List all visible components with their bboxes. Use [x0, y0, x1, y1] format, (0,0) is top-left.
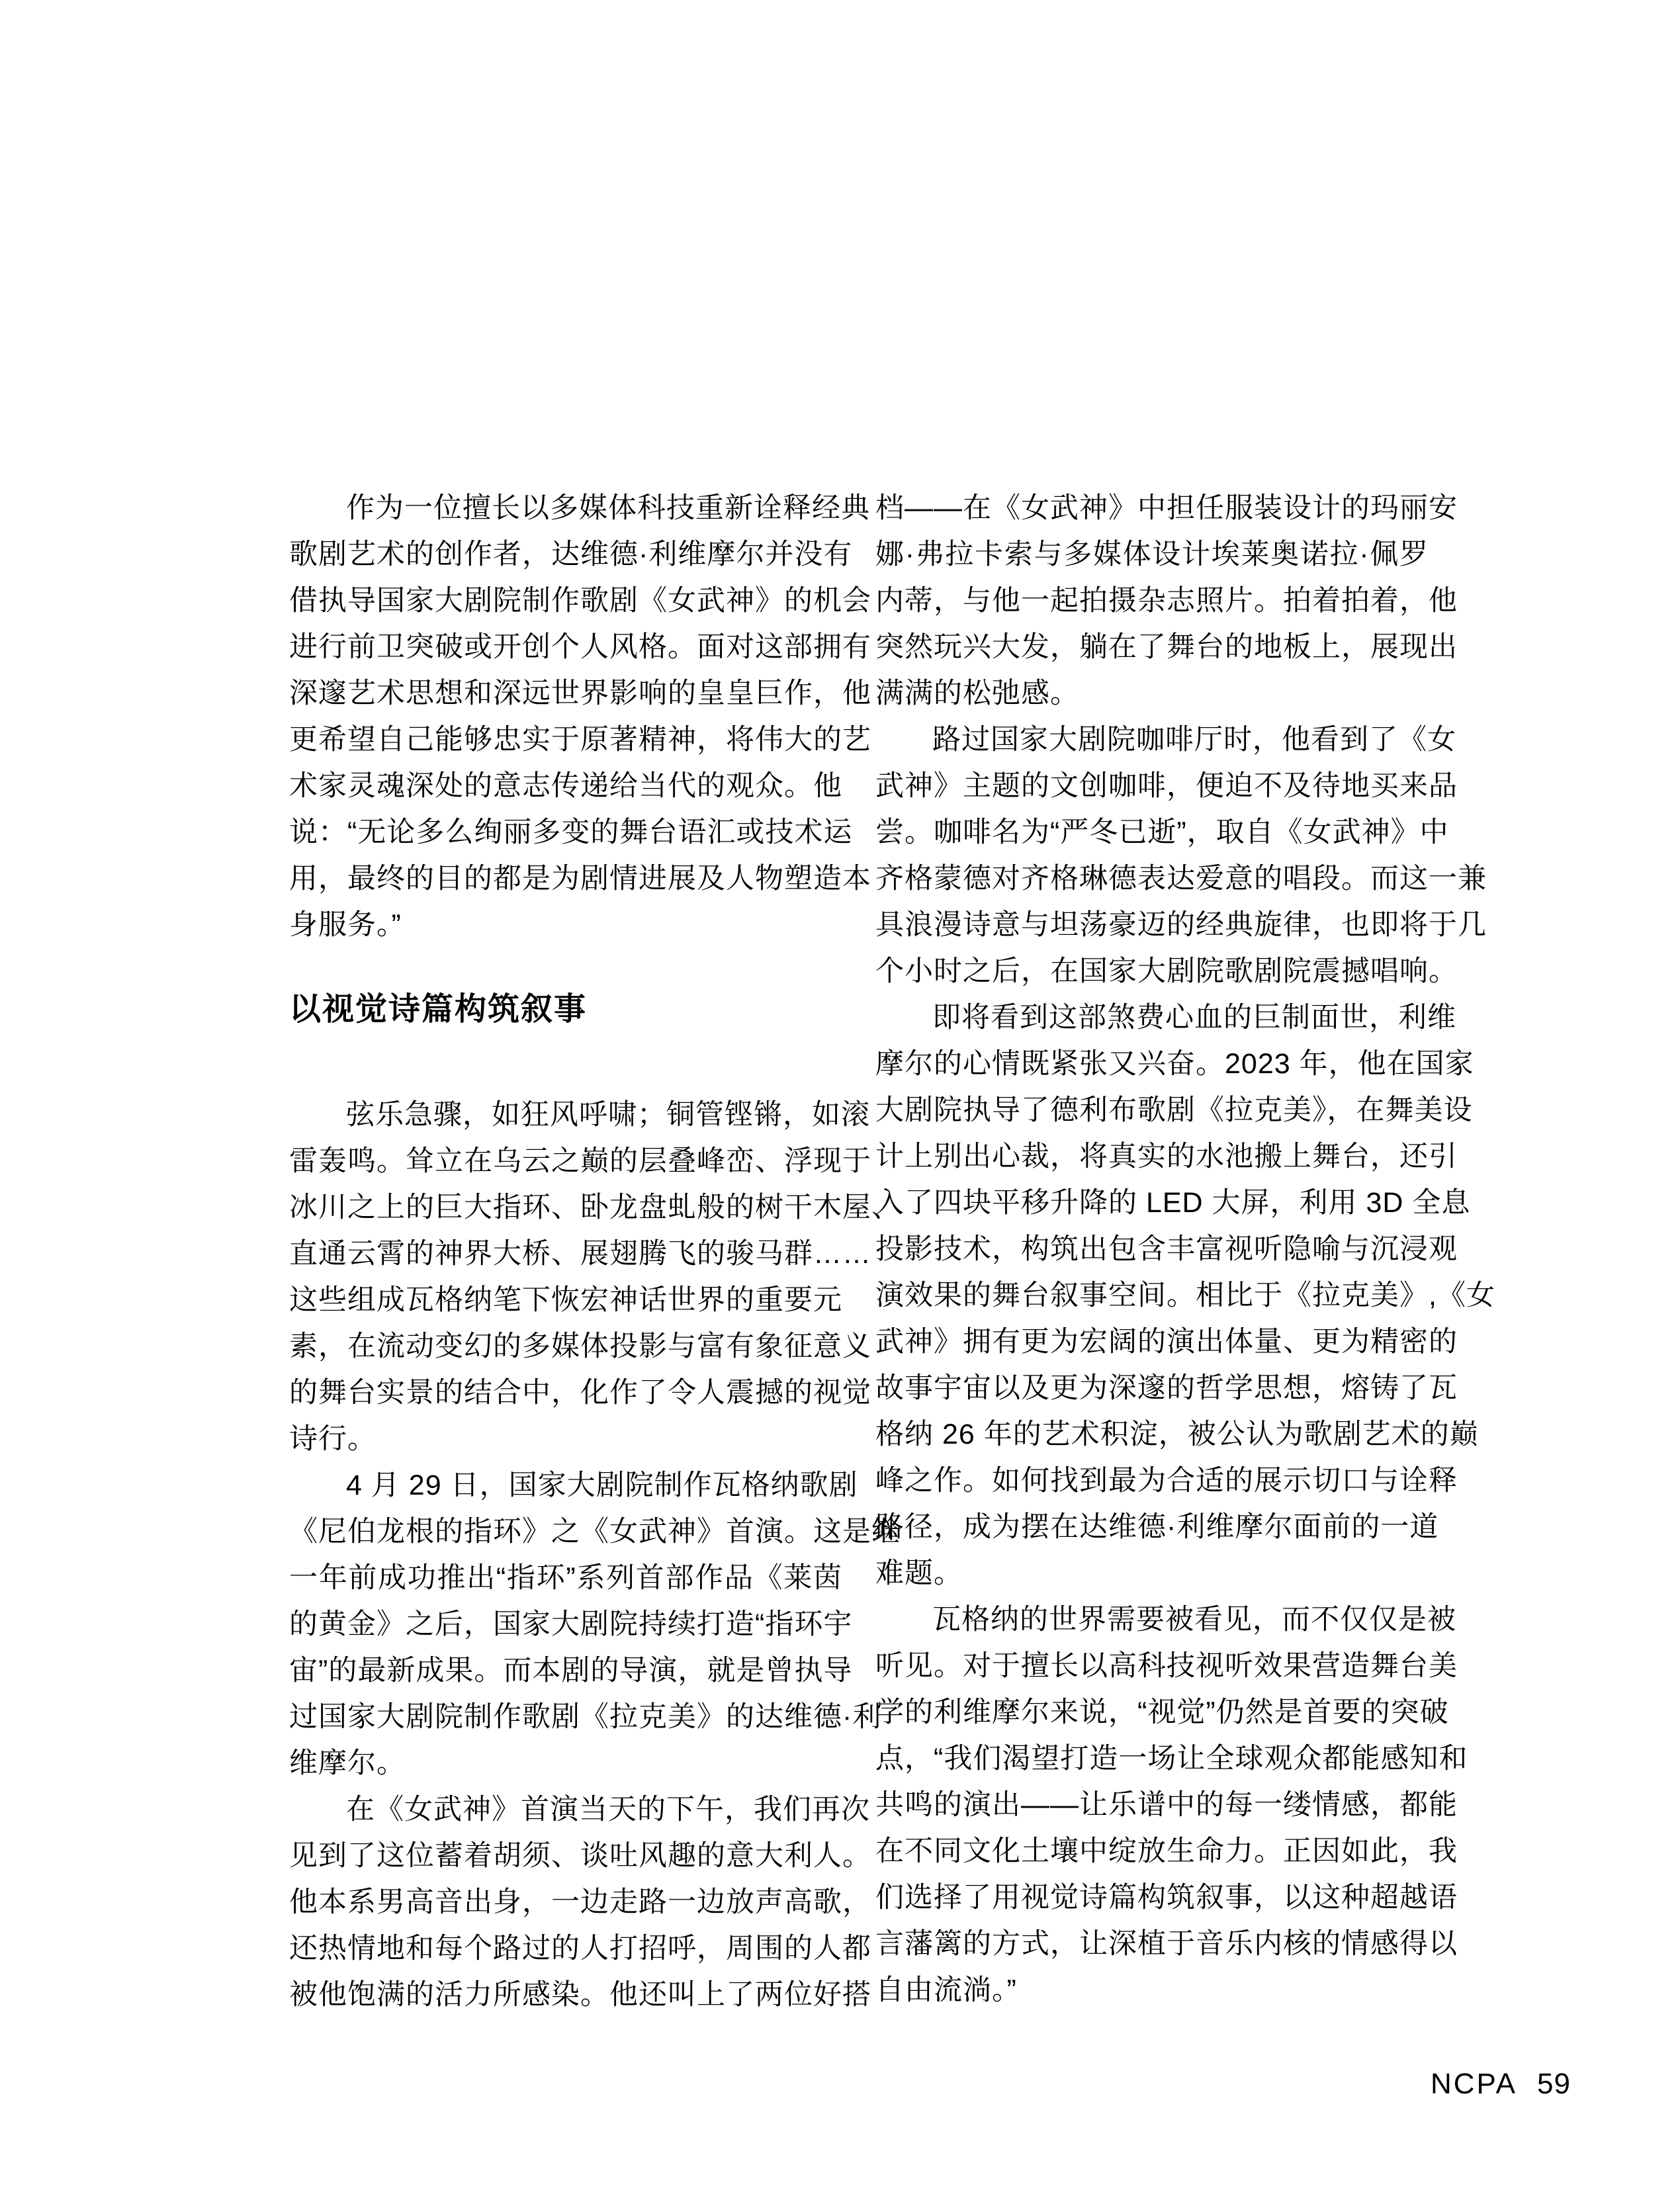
text-line: 过国家大剧院制作歌剧《拉克美》的达维德·利: [289, 1701, 882, 1733]
text-line: 歌剧艺术的创作者，达维德·利维摩尔并没有: [289, 539, 853, 570]
text-line: 这些组成瓦格纳笔下恢宏神话世界的重要元: [289, 1284, 842, 1316]
page-number: 59: [1536, 2068, 1571, 2100]
text-line: 具浪漫诗意与坦荡豪迈的经典旋律，也即将于几: [875, 909, 1487, 941]
text-line: 听见。对于擅长以高科技视听效果营造舞台美: [875, 1650, 1458, 1682]
text-line: 身服务。”: [289, 909, 402, 941]
text-line: 进行前卫突破或开创个人风格。面对这部拥有: [289, 631, 871, 663]
paragraph: [875, 485, 1458, 717]
text-line: 难题。: [875, 1557, 963, 1589]
text-line: 即将看到这部煞费心血的巨制面世，利维: [932, 1002, 1456, 1033]
text-line: 一年前成功推出“指环”系列首部作品《莱茵: [289, 1562, 842, 1594]
page-footer: [1431, 2070, 1571, 2099]
paragraph: [875, 717, 1487, 994]
paragraph: [289, 485, 871, 948]
text-line: 个小时之后，在国家大剧院歌剧院震撼唱响。: [875, 955, 1458, 987]
text-line: 见到了这位蓄着胡须、谈吐风趣的意大利人。: [289, 1840, 871, 1872]
text-line: 冰川之上的巨大指环、卧龙盘虬般的树干木屋、: [289, 1192, 901, 1223]
text-line: 维摩尔。: [289, 1747, 406, 1779]
text-line: 学的利维摩尔来说，“视觉”仍然是首要的突破: [875, 1696, 1449, 1728]
text-line: 用，最终的目的都是为剧情进展及人物塑造本: [289, 863, 871, 895]
text-line: 内蒂，与他一起拍摄杂志照片。拍着拍着，他: [875, 585, 1458, 617]
text-line: 格纳 26 年的艺术积淀，被公认为歌剧艺术的巅: [875, 1419, 1479, 1450]
text-line: 档——在《女武神》中担任服装设计的玛丽安: [875, 492, 1458, 524]
text-line: 术家灵魂深处的意志传递给当代的观众。他: [289, 770, 842, 802]
article-column-right: [875, 485, 1495, 2013]
paragraph: [289, 1092, 901, 1462]
text-line: 武神》拥有更为宏阔的演出体量、更为精密的: [875, 1326, 1458, 1358]
text-line: 还热情地和每个路过的人打招呼，周围的人都: [289, 1933, 871, 1964]
text-line: 演效果的舞台叙事空间。相比于《拉克美》,《女: [875, 1280, 1495, 1311]
paragraph: [875, 994, 1495, 1597]
text-line: 4 月 29 日，国家大剧院制作瓦格纳歌剧: [346, 1469, 858, 1501]
text-line: 诗行。: [289, 1423, 376, 1455]
text-line: 路径，成为摆在达维德·利维摩尔面前的一道: [875, 1511, 1439, 1543]
text-line: 作为一位擅长以多媒体科技重新诠释经典: [346, 492, 870, 524]
text-line: 瓦格纳的世界需要被看见，而不仅仅是被: [932, 1604, 1456, 1636]
text-line: 在《女武神》首演当天的下午，我们再次: [346, 1794, 870, 1825]
text-line: 被他饱满的活力所感染。他还叫上了两位好搭: [289, 1979, 871, 2011]
text-line: 突然玩兴大发，躺在了舞台的地板上，展现出: [875, 631, 1458, 663]
text-line: 共鸣的演出——让乐谱中的每一缕情感，都能: [875, 1789, 1458, 1821]
text-line: 弦乐急骤，如狂风呼啸；铜管铿锵，如滚: [346, 1099, 870, 1131]
text-line: 们选择了用视觉诗篇构筑叙事，以这种超越语: [875, 1882, 1458, 1913]
text-line: 武神》主题的文创咖啡，便迫不及待地买来品: [875, 770, 1458, 802]
text-line: 借执导国家大剧院制作歌剧《女武神》的机会: [289, 585, 871, 617]
text-line: 素，在流动变幻的多媒体投影与富有象征意义: [289, 1331, 871, 1362]
article-column-left: [289, 485, 901, 2018]
paragraph: [289, 1462, 901, 1786]
text-line: 雷轰鸣。耸立在乌云之巅的层叠峰峦、浮现于: [289, 1145, 871, 1177]
text-line: 点，“我们渴望打造一场让全球观众都能感知和: [875, 1743, 1468, 1774]
text-line: 直通云霄的神界大桥、展翅腾飞的骏马群……: [289, 1238, 871, 1270]
text-line: 满满的松弛感。: [875, 678, 1079, 709]
text-line: 的黄金》之后，国家大剧院持续打造“指环宇: [289, 1608, 853, 1640]
paragraph: [289, 1786, 871, 2018]
text-line: 峰之作。如何找到最为合适的展示切口与诠释: [875, 1465, 1458, 1497]
text-line: 尝。咖啡名为“严冬已逝”，取自《女武神》中: [875, 816, 1449, 848]
text-line: 在不同文化土壤中绽放生命力。正因如此，我: [875, 1835, 1458, 1867]
text-line: 大剧院执导了德利布歌剧《拉克美》，在舞美设: [875, 1094, 1473, 1126]
text-line: 齐格蒙德对齐格琳德表达爱意的唱段。而这一兼: [875, 863, 1487, 895]
text-line: 娜·弗拉卡索与多媒体设计埃莱奥诺拉·佩罗: [875, 539, 1429, 570]
text-line: 路过国家大剧院咖啡厅时，他看到了《女: [932, 724, 1456, 756]
text-line: 故事宇宙以及更为深邃的哲学思想，熔铸了瓦: [875, 1372, 1458, 1404]
text-line: 更希望自己能够忠实于原著精神，将伟大的艺: [289, 724, 871, 756]
text-line: 深邃艺术思想和深远世界影响的皇皇巨作，他: [289, 678, 871, 709]
text-line: 他本系男高音出身，一边走路一边放声高歌，: [289, 1886, 871, 1918]
text-line: 言藩篱的方式，让深植于音乐内核的情感得以: [875, 1928, 1458, 1960]
magazine-brand: NCPA: [1431, 2068, 1517, 2100]
section-heading: 以视觉诗篇构筑叙事: [289, 992, 588, 1027]
text-line: 说：“无论多么绚丽多变的舞台语汇或技术运: [289, 816, 853, 848]
text-line: 宙”的最新成果。而本剧的导演，就是曾执导: [289, 1655, 853, 1686]
text-line: 入了四块平移升降的 LED 大屏，利用 3D 全息: [875, 1187, 1471, 1219]
text-line: 《尼伯龙根的指环》之《女武神》首演。这是继: [289, 1516, 901, 1548]
text-line: 投影技术，构筑出包含丰富视听隐喻与沉浸观: [875, 1233, 1458, 1265]
text-line: 的舞台实景的结合中，化作了令人震撼的视觉: [289, 1377, 871, 1409]
text-line: 计上别出心裁，将真实的水池搬上舞台，还引: [875, 1141, 1458, 1172]
text-line: 摩尔的心情既紧张又兴奋。2023 年，他在国家: [875, 1048, 1474, 1080]
text-line: 自由流淌。”: [875, 1974, 1017, 2006]
paragraph: [875, 1597, 1468, 2013]
